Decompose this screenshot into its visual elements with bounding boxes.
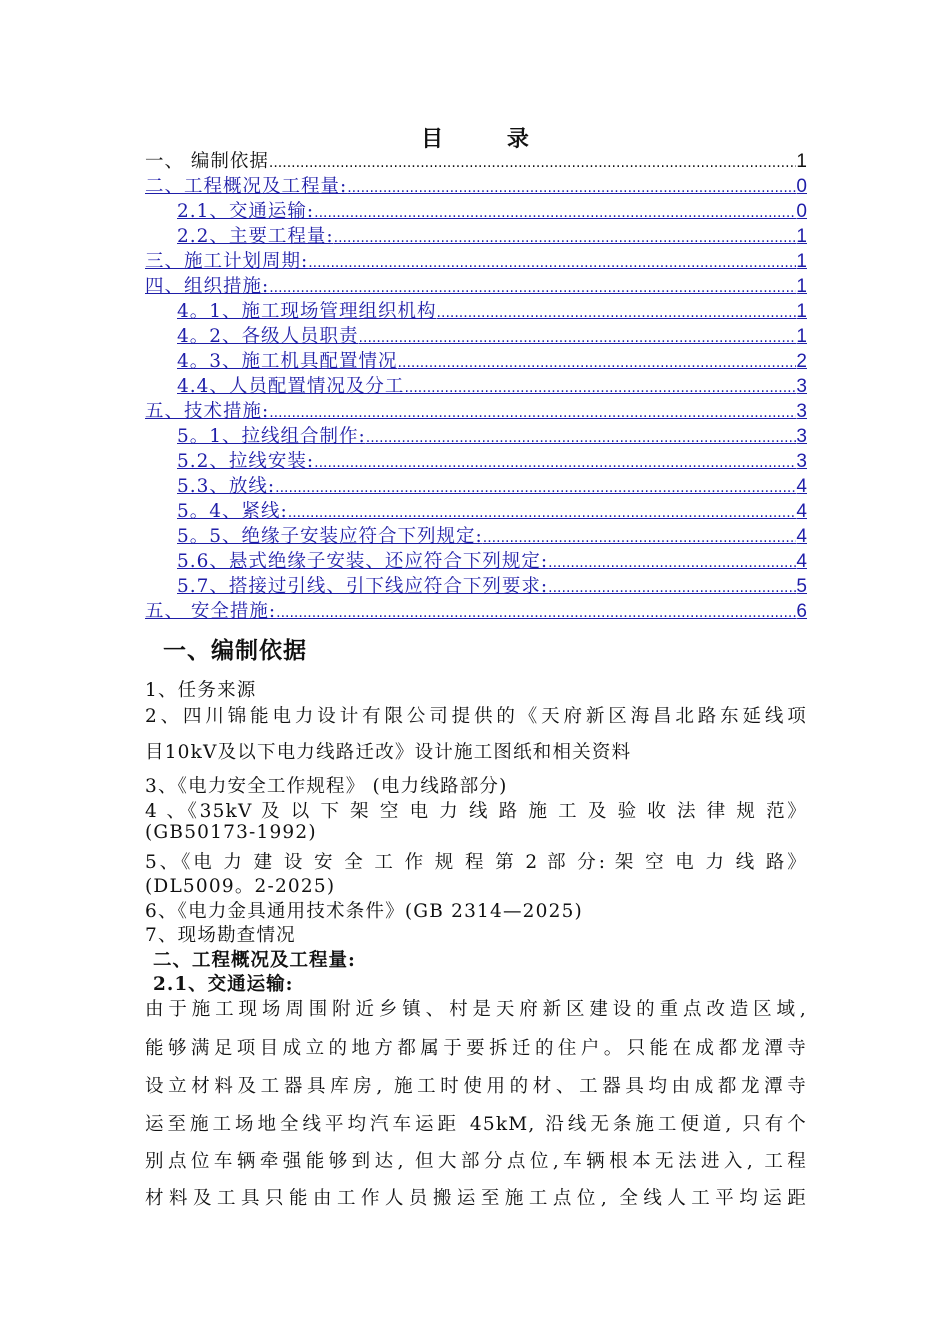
toc-entry[interactable] [145,250,807,274]
toc-entry-page: 1 [796,326,807,347]
basis-item: 7、现场勘查情况 [145,925,296,946]
toc-entry[interactable] [177,225,807,249]
toc-leader [548,551,796,575]
paragraph-line: 材料及工具只能由工作人员搬运至施工点位, 全线人工平均运距 [145,1188,807,1209]
toc-entry-page: 6 [796,601,807,622]
toc-entry-page: 3 [796,451,807,472]
toc-entry-label: 4。1、施工现场管理组织机构 [177,301,437,322]
toc-entry-page: 3 [796,376,807,397]
basis-item: 4 、《35kV 及 以 下 架 空 电 力 线 路 施 工 及 验 收 法 律 规 范》 [145,801,807,822]
toc-entry-page: 4 [796,501,807,522]
paragraph-line: 由于施工现场周围附近乡镇、村是天府新区建设的重点改造区域, [145,999,807,1020]
toc-entry-label: 2.2、主要工程量: [177,226,334,247]
toc-leader [308,251,796,275]
toc-leader [437,301,797,325]
toc-entry-page: 1 [796,226,807,247]
paragraph-line: 别点位车辆牵强能够到达, 但大部分点位,车辆根本无法进入, 工程 [145,1151,807,1172]
paragraph-line: 运至施工场地全线平均汽车运距 45kM, 沿线无条施工便道, 只有个 [145,1114,807,1135]
basis-item: (GB50173-1992) [145,822,317,843]
toc-entry[interactable] [177,425,807,449]
toc-entry[interactable] [177,575,807,599]
toc-entry-label: 5。4、紧线: [177,501,288,522]
toc-leader [269,151,797,175]
basis-item: (DL5009。2-2025) [145,876,336,897]
basis-item: 5、《电 力 建 设 安 全 工 作 规 程 第 2 部 分: 架 空 电 力 线 路》 [145,852,807,873]
toc-entry-page: 4 [796,476,807,497]
toc-entry[interactable] [177,200,807,224]
section-heading: 一、编制依据 [163,637,307,664]
subsection-heading: 2.1、交通运输: [153,974,294,995]
toc-entry-label: 5.3、放线: [177,476,276,497]
toc-entry-page: 2 [796,351,807,372]
toc-entry-page: 0 [796,176,807,197]
toc-entry-label: 4。3、施工机具配置情况 [177,351,398,372]
toc-leader [288,501,797,525]
toc-entry-label: 4.4、人员配置情况及分工 [177,376,405,397]
toc-entry[interactable] [177,375,807,399]
toc-entry[interactable] [177,550,807,574]
toc-leader [314,201,796,225]
toc-entry-label: 5.7、搭接过引线、引下线应符合下列要求: [177,576,549,597]
toc-entry-page: 1 [796,301,807,322]
toc-entry[interactable] [145,175,807,199]
toc-leader [548,576,796,600]
toc-entry-page: 1 [796,151,807,172]
toc-entry[interactable] [145,150,807,174]
toc-leader [359,326,797,350]
toc-entry-page: 0 [796,201,807,222]
toc-leader [276,601,796,625]
toc-entry[interactable] [145,600,807,624]
toc-entry-page: 4 [796,551,807,572]
toc-entry[interactable] [177,325,807,349]
toc-title: 目 录 [421,126,557,152]
toc-entry[interactable] [177,525,807,549]
toc-entry[interactable] [177,475,807,499]
toc-leader [314,451,796,475]
toc-entry-page: 1 [796,276,807,297]
toc-leader [347,176,796,200]
toc-leader [334,226,797,250]
toc-leader [483,526,797,550]
toc-leader [366,426,797,450]
toc-entry[interactable] [177,450,807,474]
toc-leader [269,401,796,425]
paragraph-line: 设立材料及工器具库房, 施工时使用的材、工器具均由成都龙潭寺 [145,1076,807,1097]
toc-leader [269,276,796,300]
toc-entry-page: 3 [796,426,807,447]
toc-entry-page: 3 [796,401,807,422]
toc-entry[interactable] [145,400,807,424]
toc-entry-label: 5。5、绝缘子安装应符合下列规定: [177,526,483,547]
toc-entry-label: 三、施工计划周期: [145,251,309,272]
toc-entry[interactable] [145,275,807,299]
toc-leader [275,476,796,500]
toc-entry-label: 二、工程概况及工程量: [145,176,348,197]
toc-entry-page: 5 [796,576,807,597]
paragraph-line: 能够满足项目成立的地方都属于要拆迁的住户。只能在成都龙潭寺 [145,1038,807,1059]
toc-entry-label: 一、 编制依据 [145,151,269,172]
toc-leader [398,351,797,375]
basis-item: 1、任务来源 [145,680,257,701]
basis-item: 6、《电力金具通用技术条件》(GB 2314—2025) [145,901,583,922]
toc-entry-label: 5.6、悬式绝缘子安装、还应符合下列规定: [177,551,549,572]
toc-entry[interactable] [177,350,807,374]
toc-entry-label: 5.2、拉线安装: [177,451,315,472]
toc-entry[interactable] [177,300,807,324]
toc-entry-label: 2.1、交通运输: [177,201,315,222]
toc-entry-label: 五、技术措施: [145,401,270,422]
basis-item: 3、《电力安全工作规程》 (电力线路部分) [145,776,508,797]
basis-item: 2、四川锦能电力设计有限公司提供的《天府新区海昌北路东延线项 [145,706,807,727]
toc-leader [404,376,796,400]
toc-entry-label: 4。2、各级人员职责 [177,326,359,347]
toc-entry-label: 五、 安全措施: [145,601,277,622]
toc-entry-page: 1 [796,251,807,272]
toc-entry[interactable] [177,500,807,524]
toc-entry-label: 四、组织措施: [145,276,270,297]
toc-entry-page: 4 [796,526,807,547]
toc-entry-label: 5。1、拉线组合制作: [177,426,366,447]
section-heading: 二、工程概况及工程量: [153,950,356,971]
basis-item: 目10kV及以下电力线路迁改》设计施工图纸和相关资料 [145,742,632,763]
